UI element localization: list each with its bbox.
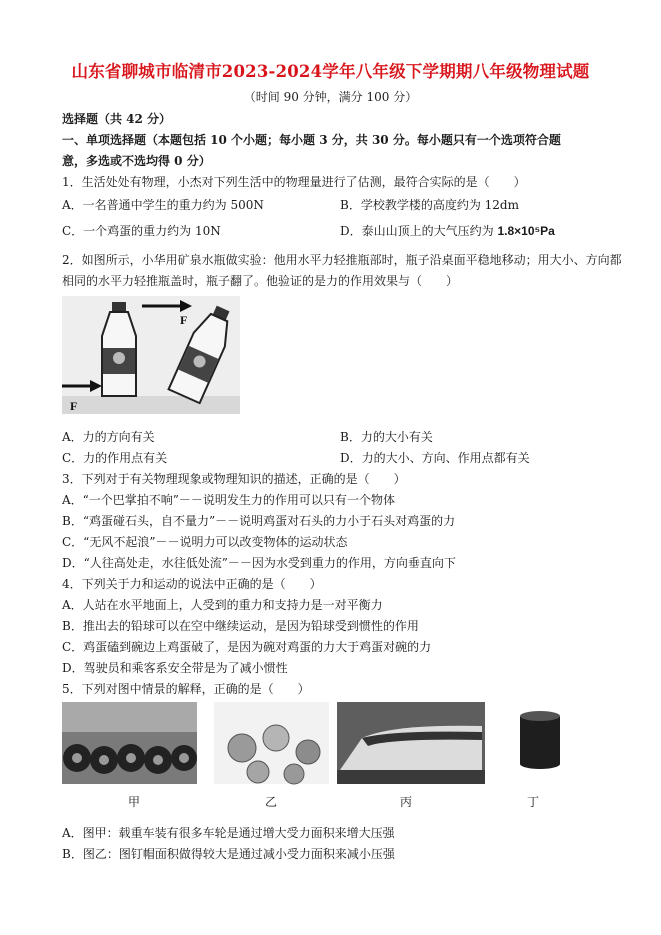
q2-option-c: C．力的作用点有关 [62, 451, 168, 465]
q2-option-a: A．力的方向有关 [62, 430, 155, 444]
q5-option-b: B．图乙：图钉帽面积做得较大是通过减小受力面积来减小压强 [62, 847, 395, 861]
exam-subtitle: （时间 90 分钟，满分 100 分） [243, 90, 418, 104]
question-2-stem-cont: 相同的水平力轻推瓶盖时，瓶子翻了。他验证的是力的作用效果与（ ） [62, 274, 459, 288]
page-title: 山东省聊城市临清市2023-2024学年八年级下学期期八年级物理试题 [71, 62, 590, 81]
section-heading: 选择题（共 42 分） [62, 112, 172, 126]
canister-image [502, 702, 582, 784]
question-4-stem: 4．下列关于力和运动的说法中正确的是（ ） [62, 577, 322, 591]
bottle-push-figure [62, 296, 240, 414]
question-5-stem: 5．下列对图中情景的解释，正确的是（ ） [62, 682, 310, 696]
q4-option-a: A．人站在水平地面上，人受到的重力和支持力是一对平衡力 [62, 598, 383, 612]
q5-option-a: A．图甲：载重车装有很多车轮是通过增大受力面积来增大压强 [62, 826, 395, 840]
question-1-stem: 1．生活处处有物理，小杰对下列生活中的物理量进行了估测，最符合实际的是（ ） [62, 175, 526, 189]
question-3-stem: 3．下列对于有关物理现象或物理知识的描述，正确的是（ ） [62, 472, 406, 486]
q1-option-d-text: D．泰山山顶上的大气压约为 [340, 224, 494, 238]
q3-option-c: C．“无风不起浪”－－说明力可以改变物体的运动状态 [62, 535, 348, 549]
force-label-top: F [180, 313, 188, 327]
truck-wheels-image [62, 702, 197, 784]
thumbtacks-image [214, 702, 329, 784]
section-instructions-cont: 意，多选或不选均得 0 分） [62, 154, 211, 168]
q3-option-b: B．“鸡蛋碰石头，自不量力”－－说明鸡蛋对石头的力小于石头对鸡蛋的力 [62, 514, 456, 528]
q1-option-c: C．一个鸡蛋的重力约为 10N [62, 224, 221, 238]
q3-option-a: A．“一个巴掌拍不响”－－说明发生力的作用可以只有一个物体 [62, 493, 395, 507]
force-label-bottom: F [70, 399, 78, 413]
q4-option-d: D．驾驶员和乘客系安全带是为了减小惯性 [62, 661, 288, 675]
q1-option-d-value: 1.8×10⁵Pa [497, 224, 555, 238]
maglev-train-image [337, 702, 485, 784]
fig-label-yi: 乙 [265, 795, 278, 809]
q1-option-d [340, 222, 555, 239]
fig-label-ding: 丁 [527, 795, 540, 809]
q4-option-b: B．推出去的铅球可以在空中继续运动，是因为铅球受到惯性的作用 [62, 619, 419, 633]
fig-label-jia: 甲 [128, 795, 141, 809]
q1-option-b: B．学校教学楼的高度约为 12dm [340, 198, 519, 212]
fig-label-bing: 丙 [400, 795, 413, 809]
q3-option-d: D．“人往高处走，水往低处流”－－因为水受到重力的作用，方向垂直向下 [62, 556, 456, 570]
q1-option-a: A．一名普通中学生的重力约为 500N [62, 198, 264, 212]
question-2-stem: 2．如图所示，小华用矿泉水瓶做实验：他用水平力轻推瓶部时，瓶子沿桌面平稳地移动；用大小、方向都 [62, 253, 622, 267]
section-instructions: 一、单项选择题（本题包括 10 个小题；每小题 3 分，共 30 分。每小题只有一个选项符合题 [62, 133, 561, 147]
q2-option-b: B．力的大小有关 [340, 430, 433, 444]
q2-option-d: D．力的大小、方向、作用点都有关 [340, 451, 530, 465]
q4-option-c: C．鸡蛋磕到碗边上鸡蛋破了，是因为碗对鸡蛋的力大于鸡蛋对碗的力 [62, 640, 432, 654]
